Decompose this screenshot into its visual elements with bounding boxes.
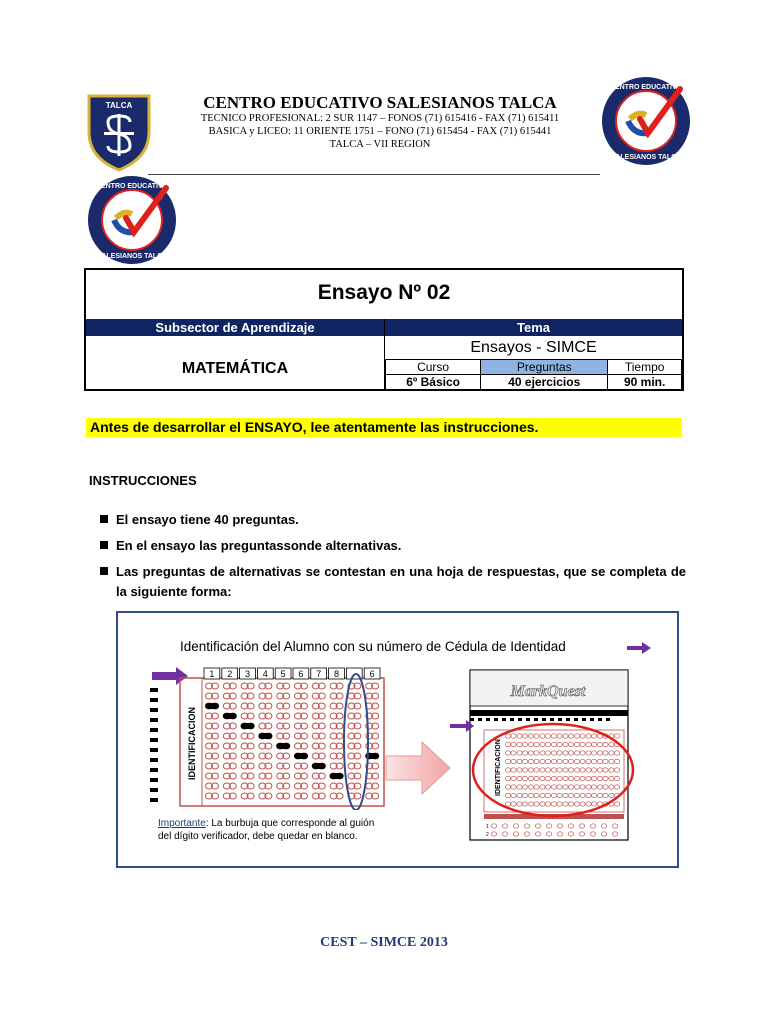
column-digit-label: 6	[298, 669, 304, 679]
school-name: CENTRO EDUCATIVO SALESIANOS TALCA	[203, 93, 557, 112]
identification-bubble-grid	[118, 660, 398, 810]
sheet-brand-logo: MarkQuest	[510, 683, 586, 700]
svg-text:SALESIANOS TALCA: SALESIANOS TALCA	[610, 154, 682, 161]
important-label: Importante	[158, 818, 206, 829]
column-digit-label: 2	[227, 669, 233, 679]
grid-value-tiempo: 90 min.	[608, 375, 682, 390]
grid-header-preguntas: Preguntas	[481, 360, 608, 375]
subsector-label: Subsector de Aprendizaje	[155, 320, 315, 335]
svg-text:1: 1	[486, 824, 489, 830]
bullet-icon	[100, 567, 108, 575]
important-text-2: del dígito verificador, debe quedar en blanco.	[158, 831, 358, 842]
svg-text:CENTRO EDUCATIVO: CENTRO EDUCATIVO	[609, 84, 683, 91]
instruction-item-1: El ensayo tiene 40 preguntas.	[116, 512, 299, 527]
column-digit-label: 3	[244, 669, 251, 679]
answer-sheet-illustration	[448, 666, 648, 844]
instruction-item-2: En el ensayo las preguntassonde alternativas.	[116, 538, 402, 553]
tema-value: Ensayos - SIMCE	[470, 339, 597, 356]
grid-value-preguntas: 40 ejercicios	[481, 375, 608, 390]
important-text: : La burbuja que corresponde al guión	[205, 818, 375, 829]
ensayo-details-grid	[385, 359, 682, 390]
header-region: TALCA – VII REGION	[329, 139, 431, 150]
column-digit-label: 4	[262, 669, 268, 679]
column-digit-label: 1	[209, 669, 215, 679]
important-note	[158, 817, 374, 843]
arrow-right-icon	[627, 642, 651, 654]
bullet-icon	[100, 515, 108, 523]
figure-caption: Identificación del Alumno con su número de Cédula de Identidad	[180, 639, 566, 654]
header-address-basica: BASICA y LICEO: 11 ORIENTE 1751 – FONO (71) 615454 - FAX (71) 615441	[208, 126, 552, 137]
school-shield-logo	[86, 92, 152, 172]
column-digit-label: 7	[316, 669, 322, 679]
grid-header-curso: Curso	[386, 360, 481, 375]
identification-side-label: IDENTIFICACION	[187, 707, 197, 780]
svg-text:IDENTIFICACION: IDENTIFICACION	[495, 739, 502, 796]
grid-header-tiempo: Tiempo	[608, 360, 682, 375]
subject-name: MATEMÁTICA	[181, 360, 289, 377]
salesianos-seal-icon-2	[86, 174, 178, 266]
instructions-heading: INSTRUCCIONES	[89, 473, 197, 488]
instruction-item-3: Las preguntas de alternativas se contestan en una hoja de respuestas, que se completa de la siguiente forma:	[116, 564, 686, 599]
shield-logo-text: TALCA	[105, 101, 133, 110]
column-digit-label: 8	[333, 669, 340, 679]
salesianos-seal-icon	[600, 75, 692, 167]
svg-text:2: 2	[486, 832, 489, 838]
page-footer: CEST – SIMCE 2013	[320, 935, 448, 950]
column-digit-label: -	[352, 669, 356, 679]
column-digit-label: 6	[369, 669, 375, 679]
svg-text:SALESIANOS TALCA: SALESIANOS TALCA	[96, 253, 168, 260]
header-divider	[148, 174, 600, 175]
transfer-arrow-icon	[384, 740, 454, 796]
grid-value-curso: 6º Básico	[386, 375, 481, 390]
column-digit-label: 5	[280, 669, 286, 679]
notice-text: Antes de desarrollar el ENSAYO, lee atentamente las instrucciones.	[90, 419, 539, 435]
bullet-icon	[100, 541, 108, 549]
header-address-tecnico: TECNICO PROFESIONAL: 2 SUR 1147 – FONOS (71) 615416 - FAX (71) 615411	[200, 113, 560, 124]
ensayo-title: Ensayo Nº 02	[317, 281, 451, 304]
svg-text:CENTRO EDUCATIVO: CENTRO EDUCATIVO	[95, 183, 169, 190]
tema-label: Tema	[517, 320, 550, 335]
